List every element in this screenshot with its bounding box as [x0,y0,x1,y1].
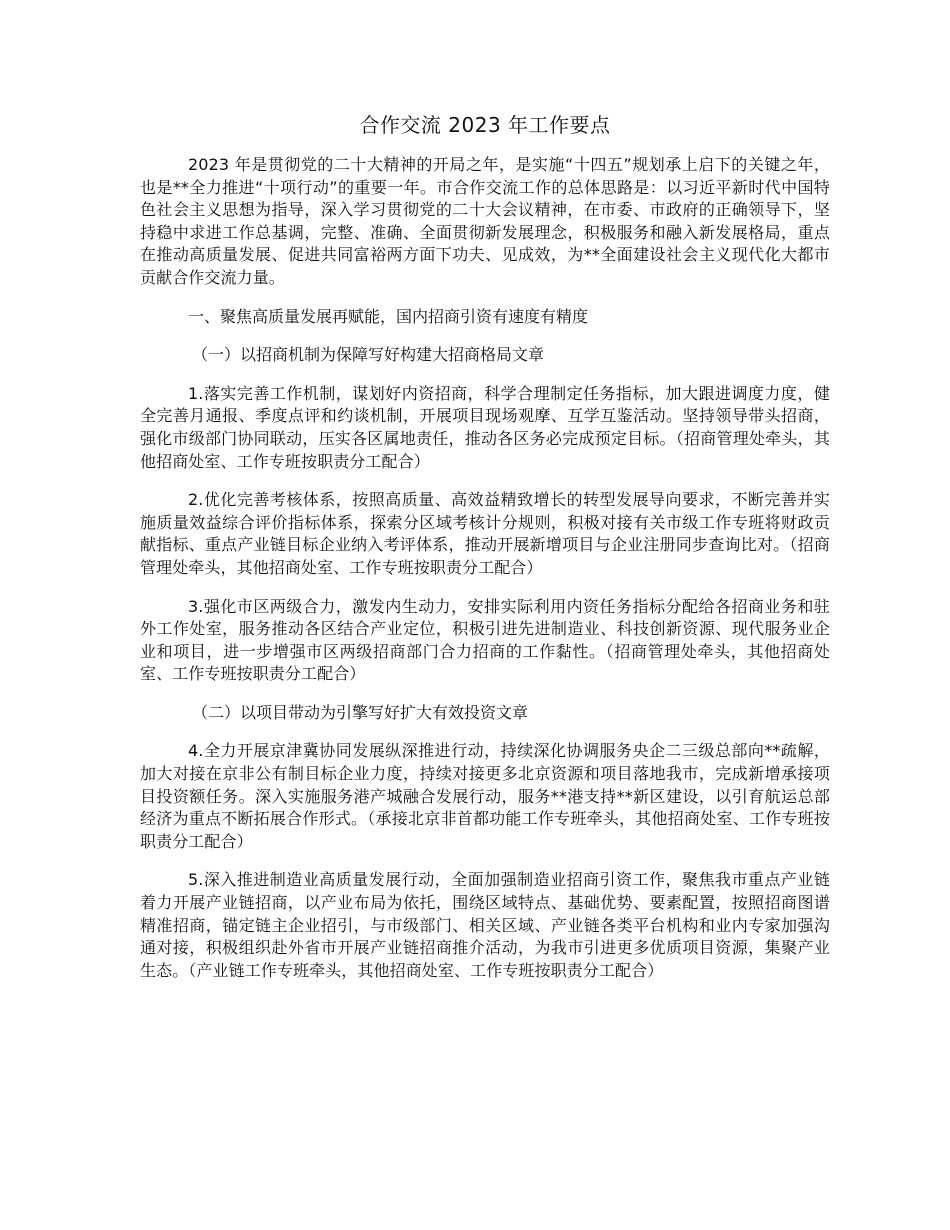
item-paragraph-1: 1.落实完善工作机制，谋划好内资招商，科学合理制定任务指标，加大跟进调度力度，健全完善月通报、季度点评和约谈机制，开展项目现场观摩、互学互鉴活动。坚持领导带头招商，强化市级部门协同联动，压实各区属地责任，推动各区务必完成预定目标。（招商管理处牵头，其他招商处室、工作专班按职责分工配合） [140,383,830,471]
item-paragraph-3: 3.强化市区两级合力，激发内生动力，安排实际利用内资任务指标分配给各招商业务和驻外工作处室，服务推动各区结合产业定位，积极引进先进制造业、科技创新资源、现代服务业企业和项目，进一步增强市区两级招商部门合力招商的工作黏性。（招商管理处牵头，其他招商处室、工作专班按职责分工配合） [140,596,830,684]
section-heading-1: 一、聚焦高质量发展再赋能，国内招商引资有速度有精度 [188,306,589,326]
subsection-heading-2: （二）以项目带动为引擎写好扩大有效投资文章 [192,702,529,722]
document-page [140,110,830,998]
item-paragraph-2: 2.优化完善考核体系，按照高质量、高效益精致增长的转型发展导向要求，不断完善并实施质量效益综合评价指标体系，探索分区域考核计分规则，积极对接有关市级工作专班将财政贡献指标、重点产业链目标企业纳入考评体系，推动开展新增项目与企业注册同步查询比对。（招商管理处牵头，其他招商处室、工作专班按职责分工配合） [140,490,830,577]
item-paragraph-5: 5.深入推进制造业高质量发展行动，全面加强制造业招商引资工作，聚焦我市重点产业链着力开展产业链招商，以产业布局为依托，围绕区域特点、基础优势、要素配置，按照招商图谱精准招商，锚定链主企业招引，与市级部门、相关区域、产业链各类平台机构和业内专家加强沟通对接，积极组织赴外省市开展产业链招商推介活动，为我市引进更多优质项目资源，集聚产业生态。（产业链工作专班牵头，其他招商处室、工作专班按职责分工配合） [140,870,830,980]
intro-paragraph: 2023 年是贯彻党的二十大精神的开局之年，是实施“十四五”规划承上启下的关键之年，也是**全力推进“十项行动”的重要一年。市合作交流工作的总体思路是：以习近平新时代中国特色社会主义思想为指导，深入学习贯彻党的二十大会议精神，在市委、市政府的正确领导下，坚持稳中求进工作总基调，完整、准确、全面贯彻新发展理念，积极服务和融入新发展格局，重点在推动高质量发展、促进共同富裕两方面下功夫、见成效，为**全面建设社会主义现代化大都市贡献合作交流力量。 [140,155,830,287]
document-title: 合作交流 2023 年工作要点 [359,113,611,137]
item-paragraph-4: 4.全力开展京津冀协同发展纵深推进行动，持续深化协调服务央企二三级总部向**疏解，加大对接在京非公有制目标企业力度，持续对接更多北京资源和项目落地我市，完成新增承接项目投资额任务。深入实施服务港产城融合发展行动，服务**港支持**新区建设，以引育航运总部经济为重点不断拓展合作形式。（承接北京非首都功能工作专班牵头，其他招商处室、工作专班按职责分工配合） [140,741,830,851]
subsection-heading-1: （一）以招商机制为保障写好构建大招商格局文章 [192,345,545,365]
